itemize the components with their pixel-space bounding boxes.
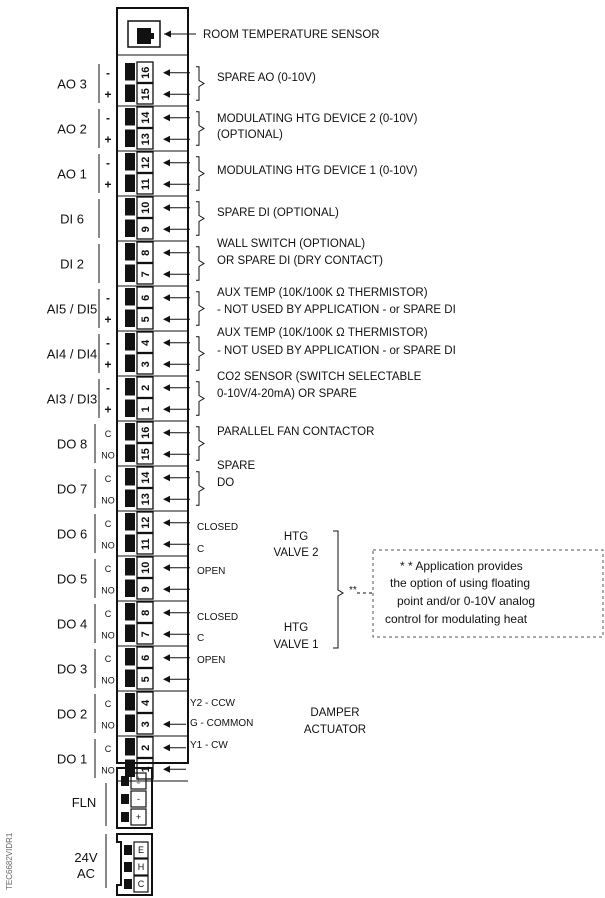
label-y1: Y1 - CW bbox=[190, 740, 228, 751]
terminal-screw bbox=[125, 445, 135, 463]
desc-wall-line2: OR SPARE DI (DRY CONTACT) bbox=[217, 255, 383, 267]
terminal-number: 4 bbox=[140, 699, 152, 706]
terminal-screw bbox=[125, 603, 135, 621]
terminal-type: + bbox=[104, 402, 112, 417]
desc-mod-htg1: MODULATING HTG DEVICE 1 (0-10V) bbox=[217, 165, 418, 177]
terminal-type: NO bbox=[101, 675, 115, 686]
label-y2: Y2 - CCW bbox=[190, 698, 235, 709]
power-terminal: E bbox=[137, 845, 145, 855]
group-label: DO 1 bbox=[56, 751, 88, 767]
terminal-number: 4 bbox=[140, 339, 152, 346]
terminal-number: 11 bbox=[140, 538, 152, 551]
htg-valve2-line1: HTG bbox=[283, 531, 309, 543]
desc-fan: PARALLEL FAN CONTACTOR bbox=[217, 426, 375, 438]
terminal-type: - bbox=[106, 380, 110, 395]
group-label: DO 7 bbox=[56, 481, 88, 497]
terminal-number: 3 bbox=[140, 721, 152, 728]
terminal-group bbox=[57, 422, 188, 466]
terminal-type: C bbox=[104, 563, 112, 574]
terminal-group bbox=[57, 557, 188, 601]
terminal-screw bbox=[125, 693, 135, 711]
terminal-number: 8 bbox=[140, 249, 152, 256]
terminal-screw bbox=[125, 468, 135, 486]
terminal-screw bbox=[125, 535, 135, 553]
desc-co2-line1: CO2 SENSOR (SWITCH SELECTABLE bbox=[217, 371, 422, 383]
terminal-screw bbox=[125, 378, 135, 396]
terminal-screw bbox=[125, 558, 135, 576]
htg-valve1-line1: HTG bbox=[283, 622, 309, 634]
group-label: AI3 / DI3 bbox=[46, 391, 98, 407]
terminal-type: C bbox=[104, 608, 112, 619]
valve-stars: ** bbox=[349, 585, 357, 596]
label-c-2: C bbox=[197, 544, 205, 555]
desc-co2-line2: 0-10V/4-20mA) OR SPARE bbox=[217, 388, 357, 400]
label-closed-1: CLOSED bbox=[197, 612, 239, 623]
terminal-number: 1 bbox=[140, 406, 152, 413]
terminal-group bbox=[57, 647, 188, 691]
terminal-type: - bbox=[106, 155, 110, 170]
group-label: DI 2 bbox=[60, 256, 84, 272]
terminal-group bbox=[57, 152, 188, 196]
terminal-screw bbox=[125, 355, 135, 373]
terminal-type: NO bbox=[101, 585, 115, 596]
terminal-number: 7 bbox=[140, 271, 152, 278]
terminal-screw bbox=[125, 130, 135, 148]
power-label-line2: AC bbox=[76, 866, 96, 881]
terminal-group bbox=[57, 602, 188, 646]
power-terminal: H bbox=[137, 862, 145, 872]
terminal-number: 15 bbox=[140, 448, 152, 461]
group-label: AO 2 bbox=[57, 121, 87, 137]
terminal-type: NO bbox=[101, 540, 115, 551]
group-label: DO 8 bbox=[56, 436, 88, 452]
terminal-number: 6 bbox=[140, 654, 152, 661]
htg-valve2-line2: VALVE 2 bbox=[273, 547, 319, 559]
group-label: DO 2 bbox=[56, 706, 88, 722]
terminal-type: NO bbox=[101, 720, 115, 731]
desc-spare-do-line2: DO bbox=[217, 477, 235, 489]
terminal-number: 13 bbox=[140, 493, 152, 506]
terminal-number: 16 bbox=[140, 66, 152, 79]
terminal-number: 5 bbox=[140, 676, 152, 683]
terminal-number: 9 bbox=[140, 586, 152, 593]
terminal-number: 8 bbox=[140, 609, 152, 616]
fln-terminal: + bbox=[135, 812, 142, 822]
terminal-screw bbox=[125, 198, 135, 216]
desc-aux4-line1: AUX TEMP (10K/100K Ω THERMISTOR) bbox=[217, 327, 428, 339]
label-c-1: C bbox=[197, 633, 205, 644]
terminal-type: - bbox=[106, 335, 110, 350]
terminal-type: - bbox=[106, 290, 110, 305]
terminal-type: + bbox=[104, 87, 112, 102]
terminal-group bbox=[57, 692, 188, 736]
terminal-group bbox=[57, 62, 188, 106]
terminal-screw bbox=[125, 108, 135, 126]
terminal-screw bbox=[125, 715, 135, 733]
sensor-label: ROOM TEMPERATURE SENSOR bbox=[203, 29, 380, 41]
damper-line1: DAMPER bbox=[310, 707, 360, 719]
terminal-type: + bbox=[104, 312, 112, 327]
terminal-screw bbox=[125, 625, 135, 643]
terminal-screw bbox=[125, 288, 135, 306]
label-closed-2: CLOSED bbox=[197, 522, 239, 533]
terminal-number: 3 bbox=[140, 361, 152, 368]
terminal-number: 10 bbox=[140, 201, 152, 214]
terminal-type: C bbox=[104, 653, 112, 664]
fln-terminal: - bbox=[137, 794, 140, 804]
note-line2: the option of using floating bbox=[390, 576, 531, 590]
terminal-number: 2 bbox=[140, 384, 152, 391]
sensor-jack bbox=[128, 21, 160, 47]
note-line3: point and/or 0-10V analog bbox=[397, 594, 536, 608]
terminal-screw bbox=[125, 63, 135, 81]
desc-wall-line1: WALL SWITCH (OPTIONAL) bbox=[217, 238, 366, 250]
label-open-1: OPEN bbox=[197, 655, 226, 666]
terminal-type: C bbox=[104, 698, 112, 709]
terminal-screw bbox=[125, 265, 135, 283]
terminal-group bbox=[57, 107, 188, 151]
terminal-type: + bbox=[104, 132, 112, 147]
terminal-type: NO bbox=[101, 630, 115, 641]
note-line1: * * Application provides bbox=[400, 559, 523, 573]
terminal-type: C bbox=[104, 473, 112, 484]
drawing-id: TEC6682VIDR1 bbox=[5, 832, 14, 890]
terminal-screw bbox=[125, 85, 135, 103]
terminal-screw bbox=[125, 220, 135, 238]
terminal-group bbox=[57, 512, 188, 556]
terminal-screw bbox=[125, 333, 135, 351]
group-label: DI 6 bbox=[60, 211, 84, 227]
terminal-screw bbox=[125, 670, 135, 688]
desc-spare-ao: SPARE AO (0-10V) bbox=[217, 72, 316, 84]
label-open-2: OPEN bbox=[197, 566, 226, 577]
terminal-type: C bbox=[104, 428, 112, 439]
fln-label: FLN bbox=[71, 795, 97, 810]
terminal-type: - bbox=[106, 65, 110, 80]
terminal-number: 10 bbox=[140, 561, 152, 574]
terminal-number: 11 bbox=[140, 178, 152, 191]
terminal-number: 13 bbox=[140, 133, 152, 146]
terminal-group bbox=[60, 197, 188, 241]
terminal-number: 14 bbox=[140, 471, 152, 484]
note-line4: control for modulating heat bbox=[385, 612, 528, 626]
terminal-type: NO bbox=[101, 765, 115, 776]
terminal-number: 6 bbox=[140, 294, 152, 301]
terminal-number: 9 bbox=[140, 226, 152, 233]
terminal-number: 16 bbox=[140, 426, 152, 439]
terminal-screw bbox=[125, 400, 135, 418]
terminal-group bbox=[60, 242, 188, 286]
group-label: AI5 / DI5 bbox=[46, 301, 98, 317]
terminal-number: 1 bbox=[140, 766, 152, 773]
group-label: DO 4 bbox=[56, 616, 88, 632]
desc-aux5-line1: AUX TEMP (10K/100K Ω THERMISTOR) bbox=[217, 287, 428, 299]
power-terminal: C bbox=[137, 879, 145, 889]
terminal-screw bbox=[125, 580, 135, 598]
terminal-screw bbox=[125, 513, 135, 531]
terminal-number: 14 bbox=[140, 111, 152, 124]
terminal-type: - bbox=[106, 110, 110, 125]
terminal-number: 2 bbox=[140, 744, 152, 751]
terminal-number: 12 bbox=[140, 156, 152, 169]
terminal-screw bbox=[125, 243, 135, 261]
group-label: AO 3 bbox=[57, 76, 87, 92]
fln-terminal: ⏚ bbox=[133, 776, 144, 786]
group-label: DO 5 bbox=[56, 571, 88, 587]
terminal-type: NO bbox=[101, 495, 115, 506]
terminal-group bbox=[57, 467, 188, 511]
terminal-screw bbox=[125, 738, 135, 756]
terminal-type: + bbox=[104, 357, 112, 372]
terminal-type: C bbox=[104, 743, 112, 754]
desc-mod-htg2-line1: MODULATING HTG DEVICE 2 (0-10V) bbox=[217, 113, 418, 125]
terminal-number: 12 bbox=[140, 516, 152, 529]
desc-mod-htg2-line2: (OPTIONAL) bbox=[217, 129, 283, 141]
terminal-number: 15 bbox=[140, 88, 152, 101]
terminal-screw bbox=[125, 490, 135, 508]
terminal-number: 7 bbox=[140, 631, 152, 638]
terminal-screw bbox=[125, 310, 135, 328]
damper-line2: ACTUATOR bbox=[303, 724, 367, 736]
group-label: AO 1 bbox=[57, 166, 87, 182]
terminal-screw bbox=[125, 423, 135, 441]
terminal-screw bbox=[125, 648, 135, 666]
terminal-type: C bbox=[104, 518, 112, 529]
desc-aux4-line2: - NOT USED BY APPLICATION - or SPARE DI bbox=[217, 345, 456, 357]
group-label: DO 3 bbox=[56, 661, 88, 677]
group-label: DO 6 bbox=[56, 526, 88, 542]
terminal-screw bbox=[125, 153, 135, 171]
desc-spare-di: SPARE DI (OPTIONAL) bbox=[217, 207, 339, 219]
terminal-type: NO bbox=[101, 450, 115, 461]
terminal-type: + bbox=[104, 177, 112, 192]
terminal-group bbox=[57, 737, 188, 781]
terminal-number: 5 bbox=[140, 316, 152, 323]
desc-spare-do-line1: SPARE bbox=[217, 460, 256, 472]
htg-valve1-line2: VALVE 1 bbox=[273, 639, 319, 651]
power-label-line1: 24V bbox=[74, 850, 98, 865]
group-label: AI4 / DI4 bbox=[46, 346, 98, 362]
terminal-screw bbox=[125, 175, 135, 193]
desc-aux5-line2: - NOT USED BY APPLICATION - or SPARE DI bbox=[217, 304, 456, 316]
label-g: G - COMMON bbox=[190, 718, 254, 729]
